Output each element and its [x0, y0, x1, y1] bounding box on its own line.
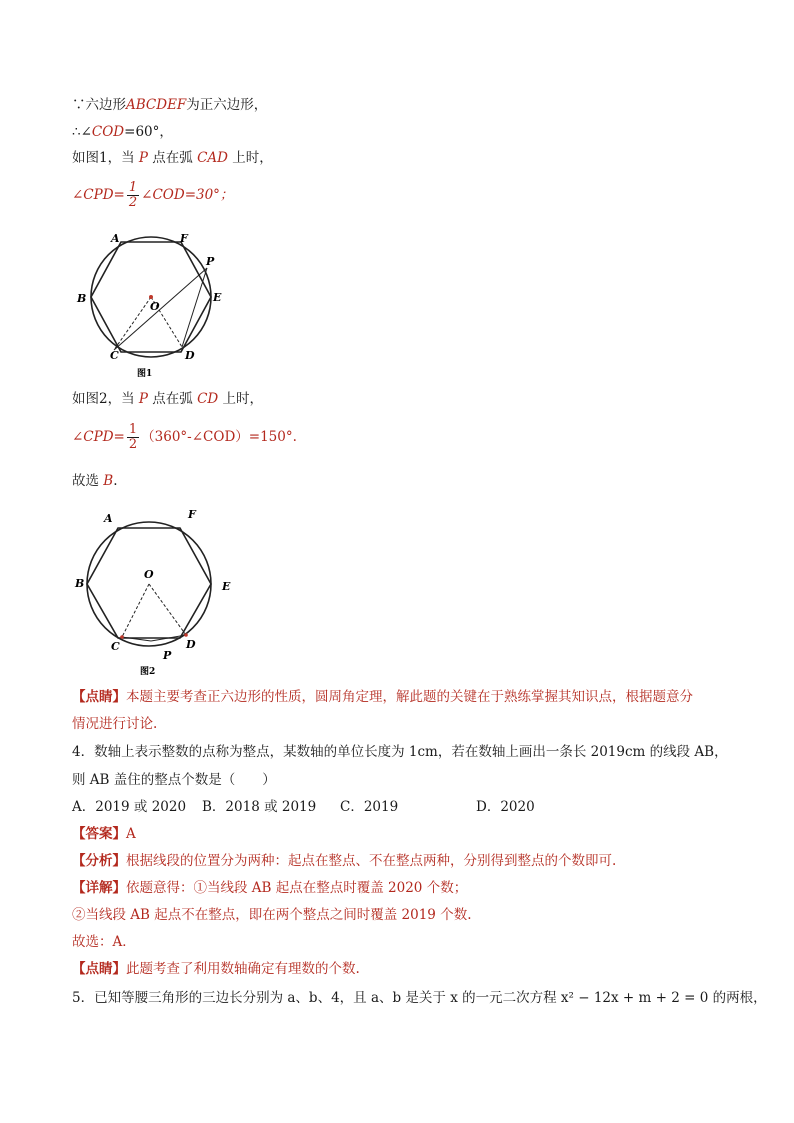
radius-od: [149, 584, 186, 635]
fraction-one-half: $\frac{1}{2}$: [128, 422, 138, 452]
point-name: P: [138, 150, 148, 166]
case-2-heading: [72, 389, 263, 409]
figure-1-diagram: [74, 226, 234, 382]
dianjing-text: 此题考查了利用数轴确定有理数的个数.: [126, 961, 360, 977]
text: 如图1，当: [72, 150, 139, 166]
label-p: P: [163, 649, 172, 662]
dianjing-2: [72, 959, 360, 979]
option-a: A．2019 或 2020: [72, 799, 187, 815]
figure-2-caption: 图2: [140, 667, 156, 677]
label-a: A: [104, 512, 113, 525]
equation-cpd-150: [72, 420, 297, 454]
section-tag: 【点睛】: [72, 961, 126, 977]
figure-2-diagram: [72, 502, 247, 678]
label-e: E: [213, 291, 222, 304]
dianjing-1: [72, 687, 693, 707]
conclusion-choose-b: [72, 471, 118, 491]
text: 点在弧: [147, 391, 198, 407]
label-f: F: [180, 232, 188, 245]
option-d: D．2020: [476, 799, 535, 815]
statement-angle-cod: [72, 122, 173, 142]
figure-1: [74, 226, 234, 386]
section-tag: 【点睛】: [72, 689, 126, 705]
label-e: E: [222, 580, 231, 593]
choose-text: 故选：A．: [72, 934, 136, 950]
arc-name: CD: [197, 391, 219, 407]
answer-letter: B: [103, 473, 114, 489]
segment-cp: [114, 268, 207, 350]
text: ∵六边形: [72, 97, 126, 113]
label-b: B: [75, 577, 85, 590]
label-d: D: [186, 638, 196, 651]
hexagon: [87, 528, 211, 638]
label-c: C: [110, 349, 119, 362]
center-dot: [149, 295, 153, 299]
detail-line-1: [72, 878, 467, 898]
equation-cpd-30: [72, 178, 233, 212]
statement-hexagon: [72, 95, 267, 115]
analysis-line: [72, 851, 616, 871]
section-tag: 【分析】: [72, 853, 126, 869]
analysis-text: 根据线段的位置分为两种：起点在整点、不在整点两种，分别得到整点的个数即可.: [126, 853, 617, 869]
hexagon-name: ABCDEF: [126, 97, 187, 113]
text: 为正六边形，: [186, 97, 268, 113]
answer-text: A: [126, 826, 136, 842]
figure-1-caption: 图1: [137, 369, 153, 379]
option-b: B．2018 或 2019: [202, 799, 317, 815]
label-a: A: [111, 232, 120, 245]
label-o: O: [144, 568, 154, 581]
angle-name: COD: [91, 124, 125, 140]
question-text: 则 AB 盖住的整点个数是（ ）: [72, 772, 276, 788]
case-1-heading: [72, 148, 273, 168]
dianjing-text: 本题主要考查正六边形的性质，圆周角定理，解此题的关键在于熟练掌握其知识点，根据题意分: [126, 689, 693, 705]
answer-line: [72, 824, 136, 844]
label-c: C: [111, 640, 120, 653]
option-c: C．2019: [340, 799, 399, 815]
question-text: 5．已知等腰三角形的三边长分别为 a、b、4，且 a、b 是关于 x 的一元二次方程 x² − 12x + m + 2 = 0 的两根，: [72, 990, 767, 1006]
segment-dp: [182, 268, 207, 347]
text: 上时，: [218, 391, 264, 407]
question-4-line-2: [72, 770, 276, 790]
point-d-dot: [184, 633, 188, 637]
question-4-options: [72, 797, 535, 817]
section-tag: 【答案】: [72, 826, 126, 842]
detail-text: ②当线段 AB 起点不在整点，即在两个整点之间时覆盖 2019 个数.: [72, 907, 472, 923]
section-tag: 【详解】: [72, 880, 126, 896]
dianjing-1-cont: [72, 714, 157, 734]
point-c-dot: [120, 635, 124, 639]
point-name: P: [138, 391, 148, 407]
choose-line: [72, 932, 136, 952]
radius-oc: [122, 584, 149, 637]
equation-lhs: ∠CPD=: [72, 429, 125, 445]
question-5-line-1: [72, 988, 767, 1008]
question-4-line-1: [72, 742, 728, 762]
equation-rhs: （360°-∠COD）=150°.: [141, 429, 297, 445]
text: ∴∠: [72, 124, 92, 140]
text: =60°，: [124, 124, 173, 140]
equation-lhs: ∠CPD=: [72, 187, 125, 203]
figure-2: [72, 502, 247, 682]
radius-oc: [114, 297, 151, 350]
text: 如图2，当: [72, 391, 139, 407]
detail-text: 依题意得：①当线段 AB 起点在整点时覆盖 2020 个数；: [126, 880, 468, 896]
label-p: P: [206, 255, 215, 268]
text: 故选: [72, 473, 104, 489]
label-o: O: [150, 300, 160, 313]
arc-name: CAD: [197, 150, 228, 166]
text: 上时，: [227, 150, 273, 166]
label-f: F: [188, 508, 196, 521]
label-b: B: [77, 292, 87, 305]
question-text: 4．数轴上表示整数的点称为整点，某数轴的单位长度为 1cm，若在数轴上画出一条长 2019cm 的线段 AB，: [72, 744, 728, 760]
text: .: [113, 473, 118, 489]
text: 点在弧: [147, 150, 198, 166]
dianjing-text: 情况进行讨论.: [72, 716, 158, 732]
detail-line-2: [72, 905, 471, 925]
equation-rhs: ∠COD=30°；: [141, 187, 234, 203]
label-d: D: [185, 349, 195, 362]
fraction-one-half: $\frac{1}{2}$: [128, 180, 138, 210]
